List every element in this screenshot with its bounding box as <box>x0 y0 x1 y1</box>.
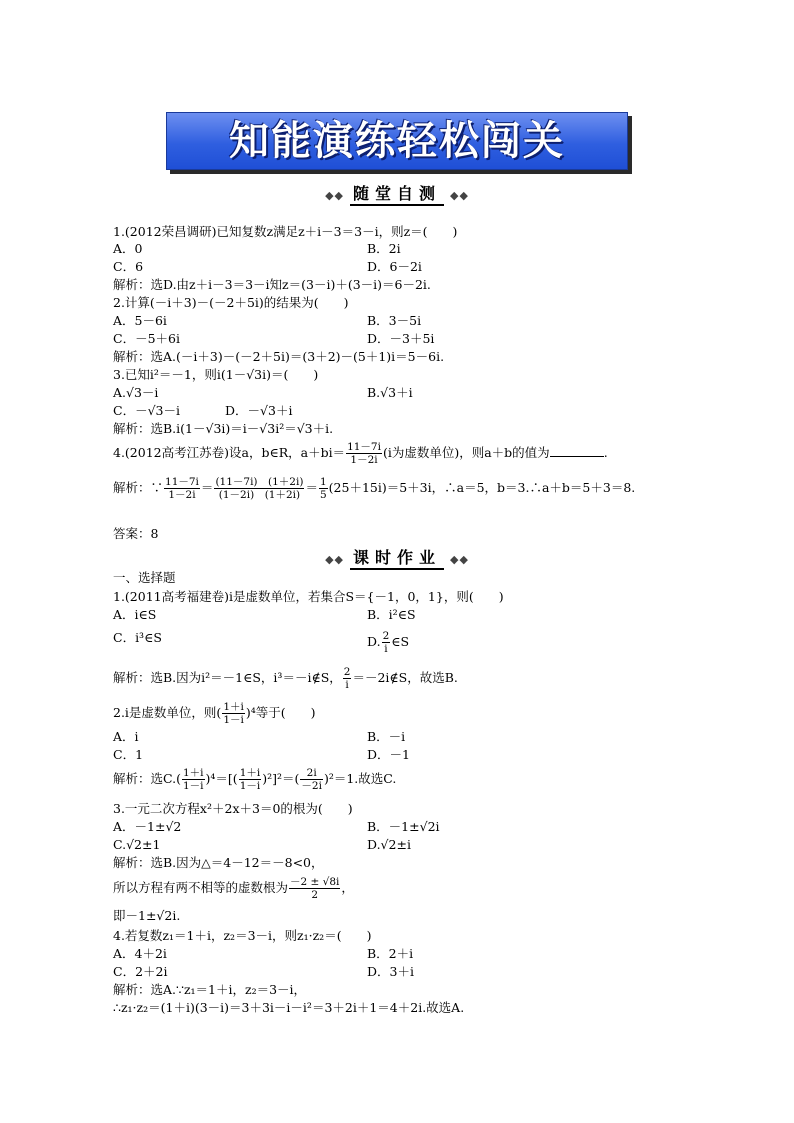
section-title: 随堂自测 <box>350 181 444 206</box>
question-1: 1.(2012荣昌调研)已知复数z满足z＋i－3＝3－i，则z＝( ) <box>113 224 458 239</box>
hw-question-2: 2.i是虚数单位，则( $\frac{1+i}{1-i}$ )⁴等于( ) <box>113 701 316 726</box>
hw-solution-3-line2: 所以方程有两不相等的虚数根为 $\frac{-2 \pm √8i}{2}$ ， <box>113 876 354 901</box>
answer-line: 答案：8 <box>113 526 159 541</box>
option-row: A．4＋2i B．2＋i <box>113 946 414 961</box>
option-row: C．i³∈S D. $\frac{2}{i}$ ∈S <box>113 630 410 655</box>
question-2: 2.计算(－i＋3)－(－2＋5i)的结果为( ) <box>113 295 349 310</box>
option-row: A．i∈S B．i²∈S <box>113 607 416 622</box>
section-title: 课时作业 <box>350 545 444 570</box>
hw-solution-4-line2: ∴z₁·z₂＝(1＋i)(3－i)＝3＋3i－i－i²＝3＋2i＋1＝4＋2i.故选A. <box>113 1000 465 1015</box>
section-header-self-test <box>0 181 794 206</box>
part-heading: 一、选择题 <box>113 570 176 585</box>
option-row: C.√2±1 D.√2±i <box>113 837 411 852</box>
option-row: A．－1±√2 B．－1±√2i <box>113 819 440 834</box>
diamond-icon: ◆◆ <box>450 553 469 566</box>
option-row: A．i B．－i <box>113 729 406 744</box>
hw-solution-1: 解析：选B.因为i²＝－1∈S，i³＝－i∉S， $\frac{2}{i}$ ＝－2i∉S，故选B. <box>113 666 458 691</box>
title-banner <box>166 112 628 170</box>
diamond-icon: ◆◆ <box>325 189 344 202</box>
hw-solution-4: 解析：选A.∵z₁＝1＋i，z₂＝3－i， <box>113 982 307 997</box>
option-row: C．2＋2i D．3＋i <box>113 964 414 979</box>
option-row: A．0 B．2i <box>113 241 401 256</box>
option-row: C．1 D．－1 <box>113 747 410 762</box>
section-header-homework <box>0 545 794 570</box>
solution-4: 解析：∵ $\frac{11-7i}{1-2i}$ ＝ $\frac{(11-7i) (1+2i)}{(1-2i) (1+2i)}$ ＝ $\frac{1}{5}$ (25＋15i)＝5＋3i，∴a＝5，b＝3.∴a＋b＝5＋3＝8. <box>113 476 636 501</box>
hw-solution-3-line3: 即－1±√2i. <box>113 908 181 923</box>
hw-question-4: 4.若复数z₁＝1＋i，z₂＝3－i，则z₁·z₂＝( ) <box>113 928 372 943</box>
solution-3: 解析：选B.i(1－√3i)＝i－√3i²＝√3＋i. <box>113 421 334 436</box>
solution-2: 解析：选A.(－i＋3)－(－2＋5i)＝(3＋2)－(5＋1)i＝5－6i. <box>113 349 445 364</box>
banner-title: 知能演练轻松闯关 <box>229 118 565 164</box>
solution-1: 解析：选D.由z＋i－3＝3－i知z＝(3－i)＋(3－i)＝6－2i. <box>113 277 431 292</box>
question-3: 3.已知i²＝－1，则i(1－√3i)＝( ) <box>113 367 319 382</box>
option-row: A.√3－i B.√3＋i <box>113 385 413 400</box>
option-row: C．6 D．6－2i <box>113 259 422 274</box>
answer-blank <box>550 445 604 457</box>
hw-question-3: 3.一元二次方程x²＋2x＋3＝0的根为( ) <box>113 801 353 816</box>
diamond-icon: ◆◆ <box>325 553 344 566</box>
hw-question-1: 1.(2011高考福建卷)i是虚数单位，若集合S＝{－1，0，1}，则( ) <box>113 589 504 604</box>
hw-solution-3: 解析：选B.因为△＝4－12＝－8<0， <box>113 855 324 870</box>
question-4: 4.(2012高考江苏卷)设a，b∈R，a＋bi＝ $\frac{11-7i}{1-2i}$ (i为虚数单位)，则a＋b的值为 . <box>113 441 608 466</box>
option-row: A．5－6i B．3－5i <box>113 313 422 328</box>
diamond-icon: ◆◆ <box>450 189 469 202</box>
option-row: C．－√3－i D．－√3＋i <box>113 403 293 418</box>
option-row: C．－5＋6i D．－3＋5i <box>113 331 435 346</box>
hw-solution-2: 解析：选C.( $\frac{1+i}{1-i}$ )⁴＝[( $\frac{1+i}{1-i}$ )²]²＝( $\frac{2i}{-2i}$ )²＝1.故选C. <box>113 767 397 792</box>
